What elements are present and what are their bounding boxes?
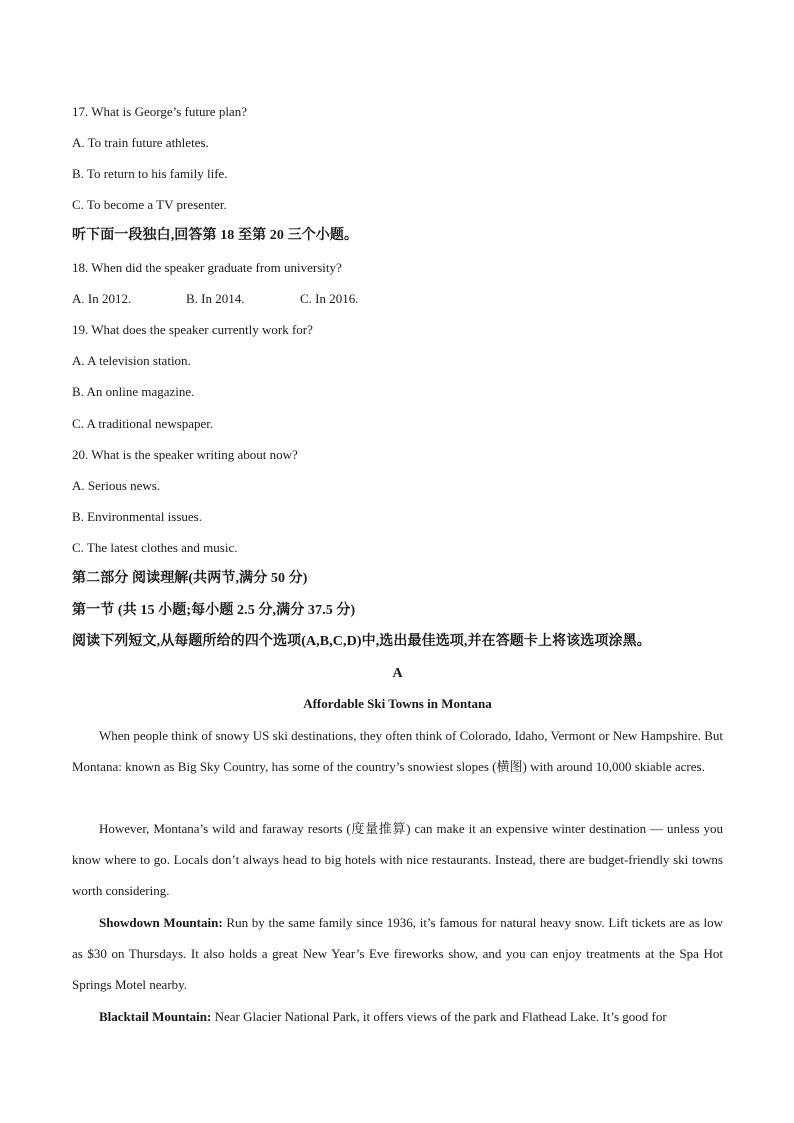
question-18-stem: 18. When did the speaker graduate from university? [72, 260, 342, 275]
question-19-option-a: A. A television station. [72, 353, 191, 368]
question-20-stem: 20. What is the speaker writing about now? [72, 447, 298, 462]
passage-paragraph-2 [72, 813, 723, 906]
question-17-stem: 17. What is George’s future plan? [72, 104, 247, 119]
question-19-option-c: C. A traditional newspaper. [72, 416, 214, 431]
question-20-option-b: B. Environmental issues. [72, 509, 202, 524]
reading-directions: 阅读下列短文,从每题所给的四个选项(A,B,C,D)中,选出最佳选项,并在答题卡上将该选项涂黑。 [72, 634, 651, 649]
passage-paragraph-3 [72, 907, 723, 1000]
question-20-option-c: C. The latest clothes and music. [72, 540, 238, 555]
passage-paragraph-1-text: When people think of snowy US ski destinations, they often think of Colorado, Idaho, Vermont or New Hampshire. But Montana: known as Big Sky Country, has some of the country’s snowiest slopes (横图) with around 10,000 skiable acres. [72, 728, 723, 774]
passage-paragraph-3-text: Run by the same family since 1936, it’s famous for natural heavy snow. Lift tickets are as low as $30 on Thursdays. It also holds a great New Year’s Eve fireworks show, and you can enjoy treatments at the Spa Hot Springs Motel nearby. [72, 915, 723, 992]
part-two-heading: 第二部分 阅读理解(共两节,满分 50 分) [72, 571, 308, 586]
passage-paragraph-1 [72, 720, 723, 782]
question-17-option-b: B. To return to his family life. [72, 166, 228, 181]
passage-title: Affordable Ski Towns in Montana [303, 696, 492, 711]
passage-letter: A [392, 666, 403, 681]
exam-page [72, 0, 723, 1123]
question-18-option-c: C. In 2016. [300, 291, 359, 306]
question-18-options [72, 291, 723, 307]
blacktail-mountain-label: Blacktail Mountain: [99, 1009, 212, 1024]
question-19-option-b: B. An online magazine. [72, 384, 195, 399]
passage-paragraph-2-text: However, Montana’s wild and faraway resorts (度量推算) can make it an expensive winter destination — unless you know where to go. Locals don’t always head to big hotels with nice restaurants. Instead, there are budget-friendly ski towns worth considering. [72, 821, 723, 898]
passage-paragraph-4-text: Near Glacier National Park, it offers views of the park and Flathead Lake. It’s good for [211, 1009, 667, 1024]
question-18-option-b: B. In 2014. [186, 291, 245, 306]
section-one-heading: 第一节 (共 15 小题;每小题 2.5 分,满分 37.5 分) [72, 603, 356, 618]
showdown-mountain-label: Showdown Mountain: [99, 915, 223, 930]
question-17-option-c: C. To become a TV presenter. [72, 197, 227, 212]
question-17-option-a: A. To train future athletes. [72, 135, 209, 150]
question-18-option-a: A. In 2012. [72, 291, 132, 306]
listening-instruction-18-20: 听下面一段独白,回答第 18 至第 20 三个小题。 [72, 228, 359, 243]
question-20-option-a: A. Serious news. [72, 478, 161, 493]
passage-paragraph-4 [72, 1001, 723, 1032]
question-19-stem: 19. What does the speaker currently work for? [72, 322, 313, 337]
